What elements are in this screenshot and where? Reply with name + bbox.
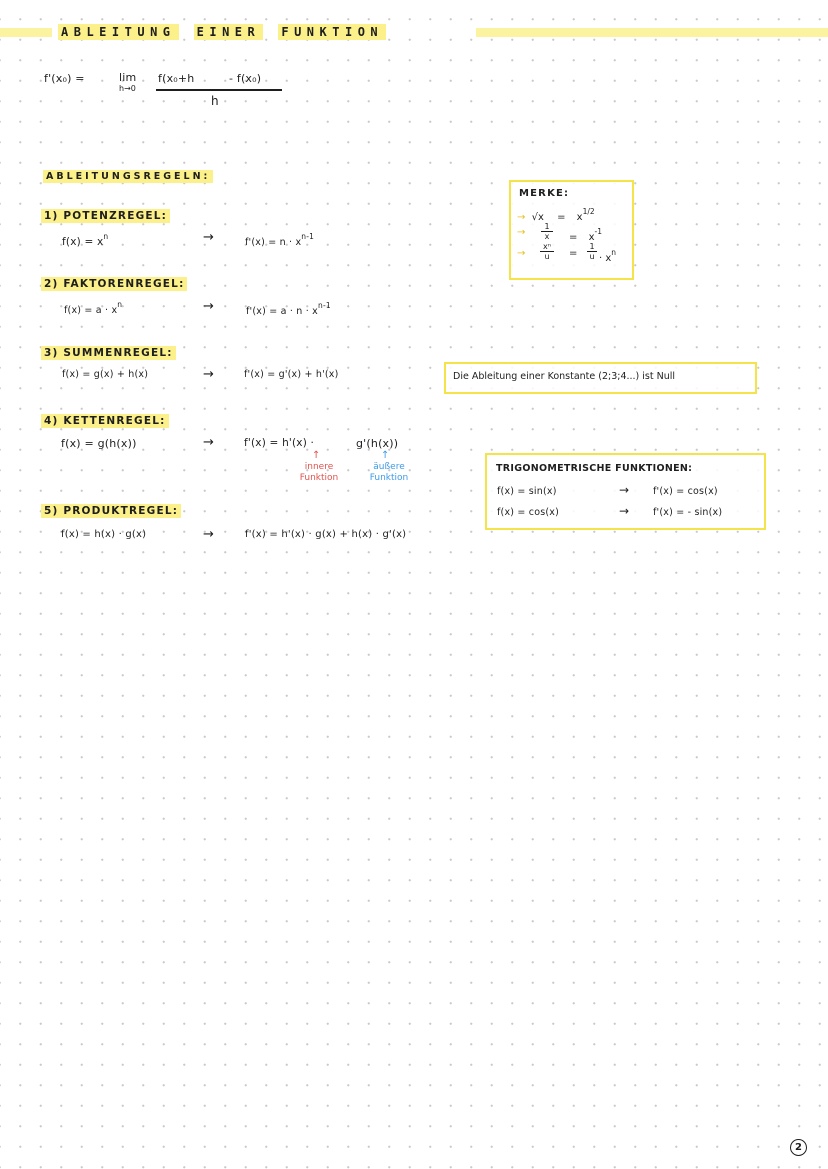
merke-row-3-rhs-fraction: 1 u [587,242,597,261]
trig-row-1-function: f(x) = sin(x) [497,486,557,497]
inner-function-label: innere Funktion [299,462,339,483]
rule-1-arrow: → [203,230,214,245]
rule-3-function: f(x) = g(x) + h(x) [62,369,149,380]
trig-row-2-function: f(x) = cos(x) [497,507,559,518]
rule-4-function: f(x) = g(h(x)) [61,437,137,450]
trig-row-2-derivative: f'(x) = - sin(x) [653,507,723,518]
rule-1-derivative: $f'(x) = n \cdot x^{n-1}$ [245,232,315,248]
merke-row-2-fraction: 1 x [541,222,553,241]
merke-row-1-arrow-icon: → [517,212,526,223]
definition-lim: lim [119,71,137,84]
merke-row-2-rhs: = $x^{-1}$ [569,227,602,243]
rule-4-heading: 4) KETTENREGEL: [41,415,169,427]
outer-function-arrow: ↑ [381,450,390,461]
title-word-3: FUNKTION [278,24,386,40]
rule-5-heading: 5) PRODUKTREGEL: [41,505,181,517]
rule-5-derivative: f'(x) = h'(x) · g(x) + h(x) · g'(x) [245,529,407,540]
rule-1-function: $f(x) = x^n$ [62,232,109,248]
page-title [58,21,386,40]
definition-fraction-line [156,89,282,91]
page-number: 2 [790,1139,807,1156]
trig-row-1-derivative: f'(x) = cos(x) [653,486,718,497]
merke-heading: MERKE: [519,188,570,199]
merke-row-3 [517,248,525,259]
inner-function-arrow: ↑ [312,450,321,461]
rule-2-arrow: → [203,299,214,314]
merke-row-2-arrow-icon: → [517,227,526,238]
constant-note-box [444,362,757,394]
rule-1-heading: 1) POTENZREGEL: [41,210,170,222]
rule-5-function: f(x) = h(x) · g(x) [61,529,147,540]
rule-4-arrow: → [203,435,214,450]
merke-row-3-arrow-icon: → [517,248,526,259]
merke-box [509,180,634,280]
rule-3-arrow: → [203,367,214,382]
merke-row-3-fraction: xⁿ u [540,242,554,261]
rule-4-derivative-a: f'(x) = h'(x) · [244,437,315,449]
merke-row-1: → $√x = x^{1/2}$ [517,207,595,223]
title-bar-left [0,28,52,37]
trig-row-1-arrow: → [619,483,630,497]
merke-row-2 [517,227,525,238]
merke-row-3-rhs-tail: · $x^n$ [599,248,617,264]
definition-denominator: h [211,94,219,108]
definition-lim-sub: h→0 [119,84,136,93]
merke-row-3-eq: = [569,248,578,259]
rule-4-derivative-b: g'(h(x)) [356,437,399,450]
rule-3-derivative: f'(x) = g'(x) + h'(x) [244,369,339,380]
rule-2-derivative: $f'(x) = a \cdot n \cdot x^{n-1}$ [246,301,331,317]
trig-heading: TRIGONOMETRISCHE FUNKTIONEN: [496,463,693,474]
rule-2-function: $f(x) = a \cdot x^n$ [64,300,123,316]
rule-5-arrow: → [203,527,214,542]
rule-2-heading: 2) FAKTORENREGEL: [41,278,187,290]
trig-row-2-arrow: → [619,504,630,518]
title-word-2: EINER [194,24,264,40]
title-word-1: ABLEITUNG [58,24,179,40]
definition-numerator-a: f(x₀+h [158,72,195,85]
title-bar-right [476,28,828,37]
rule-3-heading: 3) SUMMENREGEL: [41,347,176,359]
outer-function-label: äußere Funktion [369,462,409,483]
rules-heading: ABLEITUNGSREGELN: [43,164,213,183]
constant-note: Die Ableitung einer Konstante (2;3;4...) ist Null [453,371,676,382]
definition-lhs: f'(x₀) = [44,72,85,85]
trig-box [485,453,766,530]
definition-numerator-b: - f(x₀) [229,72,262,85]
